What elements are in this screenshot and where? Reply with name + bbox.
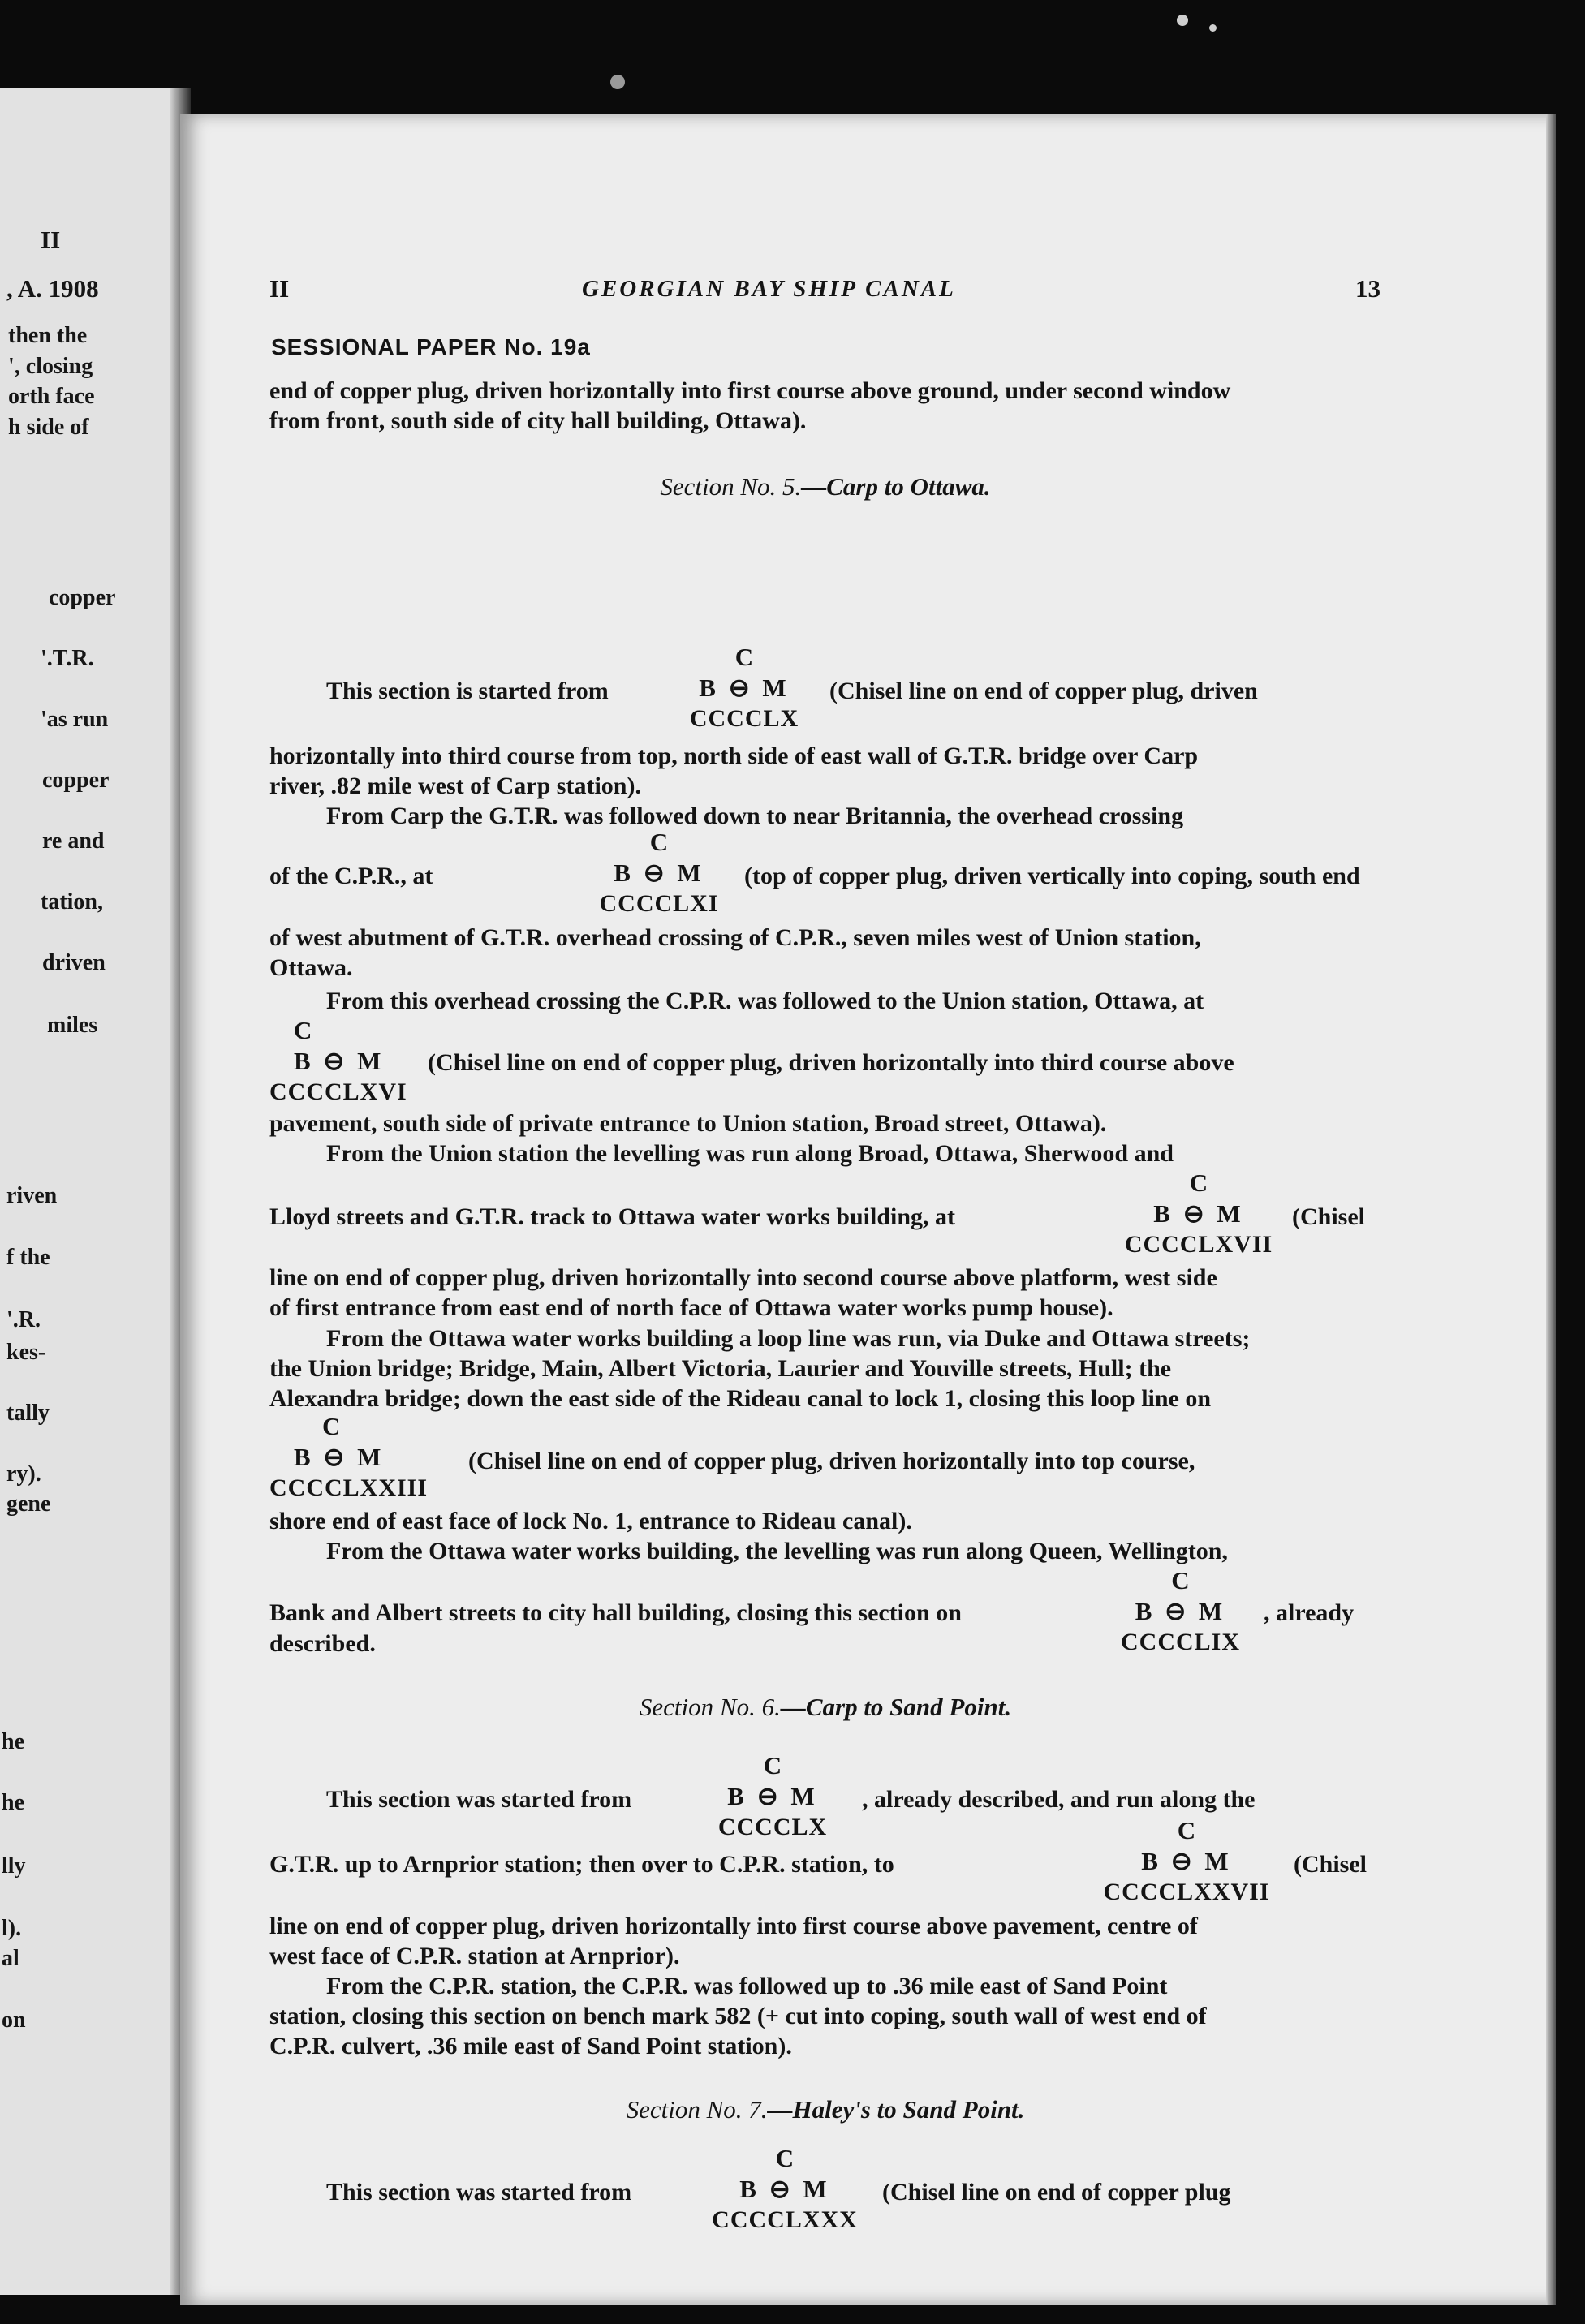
left-line: ry). [6, 1461, 41, 1487]
left-line: on [2, 2008, 26, 2033]
left-line: f the [6, 1245, 50, 1270]
text-line [269, 675, 1381, 708]
page-number: 13 [1355, 274, 1380, 303]
text-fragment: (Chisel line on end of copper plug [882, 2179, 1231, 2206]
bench-mark-symbol: B ⊖ M [1153, 1199, 1244, 1228]
bench-mark [269, 1412, 440, 1503]
bench-mark-top: C [1171, 1566, 1190, 1595]
bench-mark-top: C [322, 1412, 341, 1440]
bench-mark [683, 643, 805, 734]
text-line: Alexandra bridge; down the east side of the Rideau canal to lock 1, closing this loop line on [269, 1385, 1212, 1412]
page-right-edge [1546, 114, 1556, 2305]
section-6-heading [269, 1693, 1381, 1722]
left-line: re and [42, 828, 105, 854]
left-line: h side of [8, 415, 89, 440]
bench-mark [704, 1751, 842, 1842]
bench-mark-symbol: B ⊖ M [1141, 1847, 1232, 1875]
left-line: driven [42, 950, 106, 975]
text-line: (Chisel line on end of copper plug, driven horizontally into top course, [468, 1448, 1195, 1474]
bench-mark-number: CCCCLX [689, 705, 799, 732]
bench-mark-symbol: B ⊖ M [614, 859, 704, 887]
left-line: copper [42, 768, 110, 793]
text-fragment: This section is started from [326, 678, 609, 704]
text-fragment: of the C.P.R., at [269, 863, 433, 889]
text-line: station, closing this section on bench mark 582 (+ cut into coping, south wall of west end of [269, 2003, 1207, 2029]
left-line: 'as run [41, 707, 109, 732]
text-line: horizontally into third course from top, north side of east wall of G.T.R. bridge over Carp [269, 742, 1199, 769]
text-line: (Chisel line on end of copper plug, driven horizontally into third course above [428, 1049, 1234, 1076]
left-folio: II [41, 226, 61, 254]
text-fragment: , already described, and run along the [862, 1786, 1256, 1813]
section-heading-title: —Haley's to Sand Point. [767, 2095, 1025, 2124]
bench-mark-number: CCCCLIX [1120, 1629, 1240, 1655]
bench-mark-symbol: B ⊖ M [1135, 1597, 1226, 1625]
section-heading-title: —Carp to Sand Point. [780, 1693, 1012, 1721]
left-line: miles [47, 1013, 98, 1038]
text-line: From the Ottawa water works building, the levelling was run along Queen, Wellington, [326, 1538, 1228, 1564]
text-line: From the Union station the levelling was run along Broad, Ottawa, Sherwood and [326, 1140, 1174, 1167]
text-fragment: (Chisel line on end of copper plug, driven [829, 678, 1258, 704]
intro-line: from front, south side of city hall building, Ottawa). [269, 407, 807, 434]
dust-speck [610, 75, 625, 89]
text-line: west face of C.P.R. station at Arnprior). [269, 1943, 680, 1969]
left-line: copper [49, 585, 116, 610]
left-line: al [2, 1946, 19, 1971]
text-line: line on end of copper plug, driven horizontally into first course above pavement, centre of [269, 1913, 1198, 1939]
bench-mark-number: CCCCLXVI [269, 1078, 407, 1105]
bench-mark-number: CCCCLXXVII [1103, 1879, 1270, 1905]
left-line: gene [6, 1491, 51, 1517]
bench-mark [594, 828, 724, 919]
section-7-heading [269, 2095, 1381, 2124]
bench-mark [269, 1016, 424, 1107]
bench-mark-top: C [294, 1016, 312, 1044]
text-line: shore end of east face of lock No. 1, entrance to Rideau canal). [269, 1508, 912, 1534]
bench-mark-symbol: B ⊖ M [699, 674, 790, 702]
left-year: , A. 1908 [6, 274, 99, 303]
text-fragment: , already [1264, 1599, 1355, 1626]
bench-mark [1118, 1168, 1280, 1259]
left-line: he [2, 1729, 24, 1754]
text-line: C.P.R. culvert, .36 mile east of Sand Point station). [269, 2033, 792, 2059]
left-line: tation, [41, 889, 103, 915]
bench-mark-top: C [775, 2144, 795, 2172]
text-line: of first entrance from east end of north face of Ottawa water works pump house). [269, 1294, 1113, 1321]
text-line: From Carp the G.T.R. was followed down to near Britannia, the overhead crossing [326, 803, 1184, 829]
text-line: From this overhead crossing the C.P.R. was followed to the Union station, Ottawa, at [326, 988, 1204, 1014]
text-fragment: This section was started from [326, 2179, 632, 2206]
bench-mark-symbol: B ⊖ M [294, 1443, 385, 1471]
bench-mark-top: C [1177, 1816, 1196, 1844]
text-fragment: G.T.R. up to Arnprior station; then over to C.P.R. station, to [269, 1851, 894, 1878]
left-line: l). [2, 1916, 22, 1941]
bench-mark-symbol: B ⊖ M [727, 1782, 818, 1810]
bench-mark-symbol: B ⊖ M [739, 2175, 830, 2203]
header-left-folio: II [269, 274, 290, 303]
text-fragment: This section was started from [326, 1786, 632, 1813]
left-line: he [2, 1790, 24, 1815]
bench-mark [1089, 1816, 1284, 1907]
left-line: then the [8, 323, 88, 348]
sessional-paper-label: SESSIONAL PAPER No. 19a [271, 334, 591, 359]
bench-mark-number: CCCCLXI [599, 890, 719, 917]
section-5-heading [269, 472, 1381, 501]
left-line: riven [6, 1183, 58, 1208]
text-line: line on end of copper plug, driven horizontally into second course above platform, west side [269, 1264, 1217, 1291]
left-line: '.R. [6, 1307, 41, 1332]
dust-speck [1209, 24, 1217, 32]
text-fragment: Bank and Albert streets to city hall building, closing this section on [269, 1599, 962, 1626]
text-line [269, 860, 1381, 893]
section-heading-prefix: Section No. 7. [626, 2095, 768, 2124]
bench-mark-symbol: B ⊖ M [294, 1047, 385, 1075]
dust-speck [1177, 15, 1188, 26]
bench-mark-top: C [649, 828, 669, 856]
left-line: tally [6, 1401, 50, 1426]
intro-line: end of copper plug, driven horizontally into first course above ground, under second window [269, 377, 1231, 404]
text-line: pavement, south side of private entrance to Union station, Broad street, Ottawa). [269, 1110, 1107, 1137]
bench-mark [704, 2144, 866, 2235]
bench-mark-number: CCCCLXVII [1124, 1231, 1273, 1258]
text-line: From the Ottawa water works building a loop line was run, via Duke and Ottawa streets; [326, 1325, 1251, 1352]
text-fragment: Lloyd streets and G.T.R. track to Ottawa water works building, at [269, 1203, 956, 1230]
bench-mark-number: CCCCLX [717, 1814, 828, 1840]
text-line: of west abutment of G.T.R. overhead crossing of C.P.R., seven miles west of Union station, [269, 924, 1201, 951]
text-fragment: (Chisel [1292, 1203, 1365, 1230]
left-line: kes- [6, 1340, 46, 1365]
main-page [180, 114, 1556, 2305]
text-fragment: (Chisel [1294, 1851, 1367, 1878]
left-line: '.T.R. [41, 646, 94, 671]
text-line: From the C.P.R. station, the C.P.R. was followed up to .36 mile east of Sand Point [326, 1973, 1168, 1999]
section-heading-title: —Carp to Ottawa. [801, 472, 991, 501]
bench-mark-number: CCCCLXXX [712, 2206, 858, 2233]
bench-mark-number: CCCCLXXIII [269, 1474, 429, 1501]
text-line: described. [269, 1630, 376, 1657]
bench-mark-top: C [734, 643, 754, 671]
text-line: the Union bridge; Bridge, Main, Albert Victoria, Laurier and Youville streets, Hull; the [269, 1355, 1172, 1382]
section-heading-prefix: Section No. 6. [639, 1693, 781, 1721]
text-line: river, .82 mile west of Carp station). [269, 773, 641, 799]
section-heading-prefix: Section No. 5. [660, 472, 802, 501]
text-line: Ottawa. [269, 954, 353, 981]
running-title: GEORGIAN BAY SHIP CANAL [582, 276, 956, 302]
left-facing-page [0, 88, 191, 2295]
bench-mark-top: C [1189, 1168, 1208, 1197]
left-line: orth face [8, 384, 95, 409]
left-line: lly [2, 1853, 26, 1879]
left-line: ', closing [8, 354, 93, 379]
text-fragment: (top of copper plug, driven vertically into coping, south end [744, 863, 1360, 889]
bench-mark-top: C [763, 1751, 782, 1780]
